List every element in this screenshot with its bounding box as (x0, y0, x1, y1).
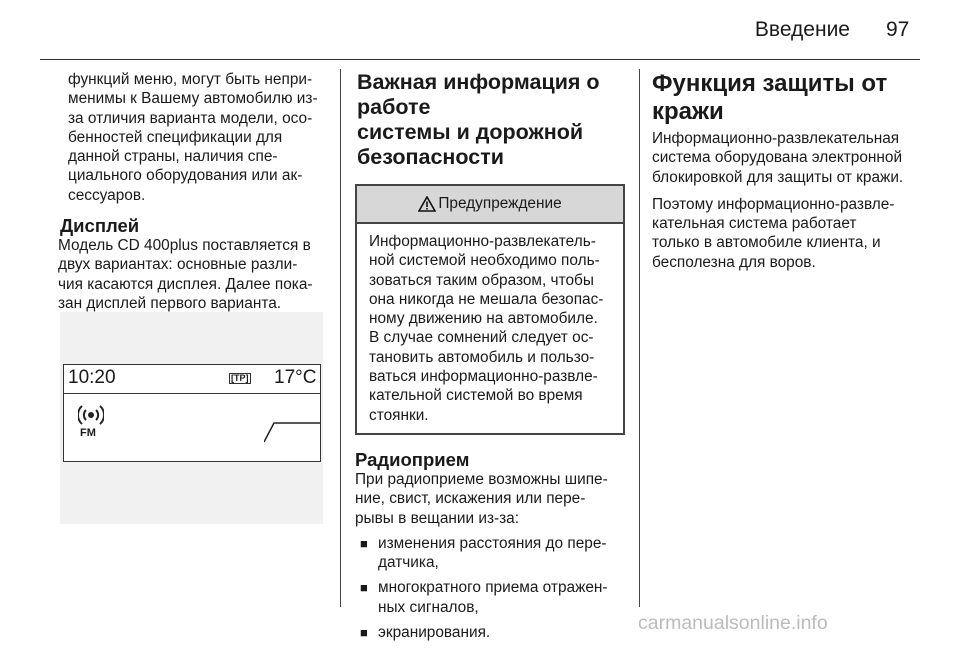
text-line: датчика, (378, 554, 439, 572)
text-line: она никогда не мешала безопас- (369, 290, 604, 308)
text-line: только в автомобиле клиента, и (652, 234, 881, 252)
text-line: ние, свист, искажения или пере- (355, 490, 586, 508)
text-line: Информационно-развлекатель- (369, 233, 596, 250)
radio-paragraph (355, 470, 625, 528)
warning-box (355, 184, 625, 435)
lcd-divider (64, 393, 320, 394)
bullet-square-icon: ■ (360, 580, 368, 596)
list-item (355, 623, 625, 642)
text-line: кательная система работает (652, 215, 857, 233)
column-3 (652, 70, 924, 272)
text-line: зан дисплей первого варианта. (58, 294, 282, 312)
text-line: ных сигналов, (378, 598, 479, 616)
text-line: бенностей спецификации для (68, 128, 283, 146)
continued-paragraph (60, 70, 326, 205)
watermark-link[interactable]: carmanualsonline.info (638, 612, 828, 634)
lcd-temperature: 17°C (274, 367, 317, 388)
text-line: При радиоприеме возможны шипе- (355, 470, 608, 488)
warning-body (357, 224, 623, 433)
lcd-trace (264, 421, 320, 443)
section-heading-radio: Радиоприем (355, 448, 470, 470)
lcd-time: 10:20 (68, 367, 116, 388)
bullet-square-icon: ■ (360, 625, 368, 641)
heading-line: кражи (652, 98, 724, 125)
lcd-tp-indicator: [TP] (231, 373, 249, 383)
text-line: стоянки. (369, 406, 429, 424)
column-2 (355, 70, 625, 648)
text-line: экранирования. (378, 624, 491, 642)
section-heading-display: Дисплей (60, 215, 140, 237)
lcd-screen (63, 364, 321, 462)
radio-signal-icon (78, 402, 104, 428)
heading-line: Функция защиты от (652, 70, 888, 97)
antitheft-paragraph-2 (652, 195, 924, 272)
lcd-band-label: FM (80, 427, 96, 439)
text-line: бесполезна для воров. (652, 253, 816, 271)
text-line: за отличия варианта модели, осо- (68, 109, 313, 127)
text-line: изменения расстояния до пере- (378, 534, 607, 552)
page-number: 97 (886, 18, 910, 41)
text-line: Поэтому информационно-развле- (652, 195, 895, 213)
header-rule (40, 59, 920, 60)
list-item (355, 578, 625, 617)
heading-line: системы и дорожной (357, 120, 584, 144)
section-heading-safety (357, 70, 625, 170)
text-line: ному движению на автомобиле. (369, 310, 598, 328)
display-illustration (60, 312, 323, 524)
text-line: зоваться таким образом, чтобы (369, 271, 594, 289)
heading-line: безопасности (357, 145, 504, 169)
text-line: данной страны, наличия спе- (68, 148, 278, 166)
text-line: блокировкой для защиты от кражи. (652, 168, 904, 186)
text-line: система оборудована электронной (652, 149, 903, 167)
section-heading-antitheft (652, 70, 924, 126)
warning-title: Предупреждение (438, 195, 562, 212)
text-line: многократного приема отражен- (378, 579, 608, 597)
column-divider (639, 69, 640, 607)
text-line: ваться информационно-развле- (369, 368, 598, 386)
page-header-title: Введение (754, 18, 850, 41)
warning-header (357, 186, 623, 224)
display-paragraph (58, 236, 326, 313)
text-line: кательной системой во время (369, 387, 583, 405)
text-line: тановить автомобиль и пользо- (369, 348, 595, 366)
list-item (355, 534, 625, 573)
text-line: В случае сомнений следует ос- (369, 329, 594, 347)
warning-triangle-icon (418, 196, 436, 212)
text-line: Информационно-развлекательная (652, 130, 900, 147)
text-line: рывы в вещании из-за: (355, 509, 520, 527)
text-line: двух вариантах: основные разли- (58, 256, 298, 274)
text-line: ной системой необходимо поль- (369, 252, 600, 270)
text-line: функций меню, могут быть непри- (68, 71, 313, 88)
bullet-square-icon: ■ (360, 535, 368, 551)
antitheft-paragraph-1 (652, 129, 924, 187)
text-line: циального оборудования или ак- (68, 167, 303, 185)
text-line: Модель CD 400plus поставляется в (58, 237, 311, 255)
text-line: менимы к Вашему автомобилю из- (68, 90, 318, 108)
bullet-list (355, 534, 625, 642)
column-1 (60, 70, 326, 313)
heading-line: Важная информация о работе (357, 70, 600, 119)
column-divider (340, 69, 341, 607)
text-line: сессуаров. (68, 186, 146, 204)
text-line: чия касаются дисплея. Далее пока- (58, 275, 313, 293)
